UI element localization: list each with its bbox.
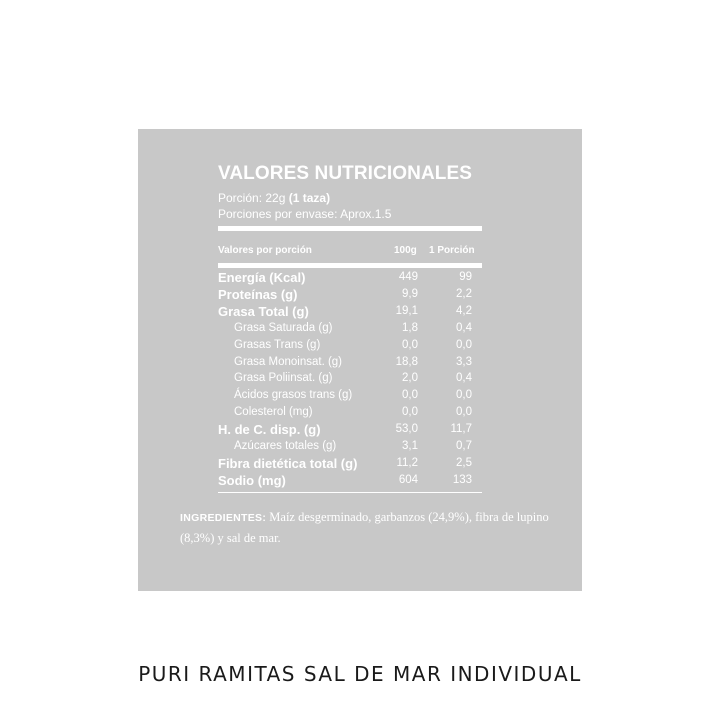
nutrient-value-100g: 18,8 [395,355,418,368]
nutrient-name: Ácidos grasos trans (g) [234,389,353,402]
col-header-name: Valores por porción [218,245,312,256]
nutrient-value-100g: 19,1 [395,304,418,317]
nutrient-name: Energía (Kcal) [218,270,306,285]
nutrient-value-100g: 11,2 [396,456,418,469]
nutrition-label [138,129,582,591]
nutrient-row [138,439,582,456]
nutrient-value-100g: 9,9 [402,287,418,300]
nutrient-value-100g: 1,8 [402,321,418,334]
nutrient-name: Sodio (mg) [218,472,286,488]
nutrient-value-portion: 0,4 [456,372,472,385]
nutrient-value-portion: 11,7 [450,423,472,436]
nutrient-row [138,473,582,490]
nutrient-row [138,355,582,372]
nutrient-row [138,371,582,388]
nutrient-name: H. de C. disp. (g) [218,422,321,438]
nutrient-row [138,405,582,422]
portion-size-text: Porción: 22g [218,191,289,205]
nutrient-value-100g: 604 [398,473,418,486]
nutrient-value-portion: 0,0 [456,406,472,419]
nutrient-name: Proteínas (g) [218,286,298,302]
nutrient-name: Fibra dietética total (g) [218,455,358,471]
ingredients-label: INGREDIENTES: [180,512,267,524]
nutrient-value-100g: 0,0 [402,406,418,419]
nutrient-value-portion: 2,2 [456,287,472,300]
label-title: VALORES NUTRICIONALES [218,163,473,184]
nutrient-value-100g: 3,1 [402,440,418,452]
nutrient-row [138,321,582,338]
nutrient-row [138,422,582,439]
portion-size-bold: (1 taza) [288,191,331,205]
product-name: PURI RAMITAS SAL DE MAR INDIVIDUAL [138,662,582,686]
nutrient-name: Grasa Monoinsat. (g) [234,355,343,368]
nutrient-value-100g: 2,0 [402,372,418,385]
nutrient-value-100g: 0,0 [402,389,418,402]
nutrient-row [138,456,582,473]
nutrient-value-100g: 449 [398,271,418,283]
portion-size [218,191,330,205]
nutrient-value-portion: 99 [459,271,472,283]
divider-thick [218,226,482,231]
divider-thick [218,263,482,268]
nutrient-name: Grasa Saturada (g) [234,321,333,334]
nutrient-row [138,287,582,304]
nutrient-value-portion: 0,4 [456,321,472,334]
nutrient-value-100g: 0,0 [402,338,418,351]
nutrient-value-portion: 0,0 [456,338,472,351]
nutrient-row [138,304,582,321]
nutrient-value-portion: 3,3 [456,355,472,368]
nutrient-name: Azúcares totales (g) [234,440,337,452]
nutrient-row [138,388,582,405]
nutrient-row [138,270,582,287]
divider-thin [218,492,482,493]
nutrient-value-portion: 0,0 [456,389,472,402]
nutrient-name: Grasa Poliinsat. (g) [234,372,333,385]
nutrient-name: Grasas Trans (g) [234,338,321,351]
nutrient-value-portion: 2,5 [456,456,472,469]
col-header-portion: 1 Porción [429,245,475,256]
nutrient-value-portion: 4,2 [456,304,472,317]
ingredients [180,507,550,548]
nutrient-value-portion: 0,7 [456,440,472,452]
nutrient-value-100g: 53,0 [395,423,418,436]
servings-per-container: Porciones por envase: Aprox.1.5 [218,207,392,221]
nutrient-row [138,338,582,355]
nutrient-name: Grasa Total (g) [218,303,309,319]
ingredients-text: Maíz desgerminado, garbanzos (24,9%), fibra de lupino (8,3%) y sal de mar. [180,510,549,545]
nutrient-value-portion: 133 [452,473,472,486]
col-header-100g: 100g [394,245,417,256]
nutrient-name: Colesterol (mg) [234,406,313,419]
